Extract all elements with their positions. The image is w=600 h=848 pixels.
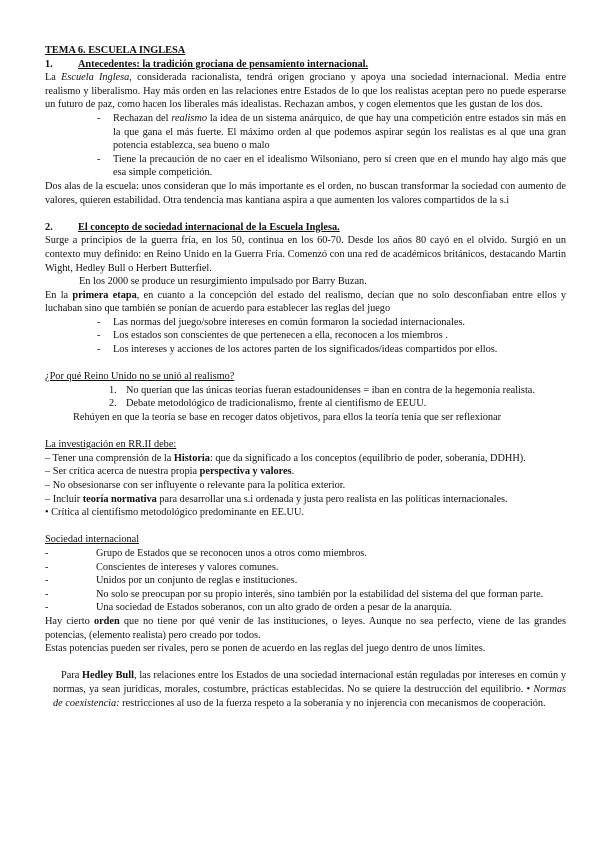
text-run: – Tener una comprensión de la [45, 452, 174, 464]
document-page [45, 44, 566, 710]
text-run: – Ser crítica acerca de nuestra propia [45, 466, 200, 478]
list-item [97, 112, 566, 153]
list-item [45, 465, 566, 479]
text-run-italic: Escuela Inglesa [61, 72, 130, 84]
section-1-dash-list [45, 112, 566, 180]
list-text: Debate metodológico de tradicionalismo, frente al cientifismo de EEUU. [126, 398, 427, 410]
section-1-paragraph-2: Dos alas de la escuela: unos consideran que lo más importante es el orden, no buscan transformar la sociedad con aumento de valores, quieren estabilidad. Otra tendencia mas kantiana aspira a que aumenten los valores compartidos de la s.i [45, 180, 566, 206]
society-paragraph-2: Estas potencias pueden ser rivales, pero se ponen de acuerdo en las reglas del juego dentro de unos límites. [45, 643, 486, 655]
section-2-paragraph-3 [45, 289, 566, 316]
society-paragraph-1 [45, 615, 566, 642]
text-run: , en cuanto a la concepción del estado del realismo, decían que no solo desconfiaban entre ellos y luchaban sino que también se ponían de acuerdo para establecer las reglas del juego [45, 289, 566, 315]
list-item: • Crítica al cientifismo metodológico predominante en EE.UU. [45, 507, 304, 519]
document-title: TEMA 6. ESCUELA INGLESA [45, 45, 186, 56]
section-2-number: 2. [45, 221, 53, 233]
list-item: – No obsesionarse con ser influyente o relevante para la política exterior. [45, 480, 346, 491]
spacer [45, 656, 566, 670]
list-item: - Las normas del juego/sobre intereses en común formaron la sociedad internacionales. [97, 316, 566, 330]
text-run: , las relaciones entre los Estados de una sociedad internacional están reguladas por intereses en común y normas, ya sean jurídicas, morales, costumbre, prácticas establecidas. No se quiere la destrucción del equilibrio. • [53, 670, 566, 695]
text-run: que no tiene por qué venir de las instituciones, o leyes. Aunque no sea perfecto, viene de las grandes potencias, (elemento realista) pero creado por todos. [45, 615, 566, 641]
text-run-bold: perspectiva y valores [199, 466, 292, 478]
text-run: En la [45, 289, 73, 301]
list-number: 1. [109, 384, 117, 396]
text-run: , considerada racionalista, tendrá origen grociano y apoya una sociedad internacional. Media entre realismo y liberalismo. Hay más orden en las relaciones entre Estados de lo que los realistas aceptan pero no puede esperarse un futuro de paz, como hacen los liberales más idealistas. Rechazan ambos, y cogen elementos que les gustan de los dos. [45, 72, 567, 111]
text-run: para desarrollar una s.i ordenada y justa pero realista en las políticas internacionales. [156, 493, 508, 505]
text-run-bold: Hedley Bull [82, 670, 134, 682]
society-heading: Sociedad internacional [45, 534, 140, 546]
section-1-number: 1. [45, 58, 53, 70]
text-run-bold: teoría normativa [82, 493, 157, 505]
text-run: . [291, 466, 295, 478]
list-item [109, 384, 566, 398]
section-1-paragraph-1 [45, 71, 566, 112]
list-number: 2. [109, 398, 117, 410]
spacer [45, 520, 566, 534]
list-item: - Grupo de Estados que se reconocen unos a otros como miembros. [45, 547, 566, 561]
question-paragraph: Rehúyen en que la teoría se base en recoger datos objetivos, para ellos la teoría tenía que ser reflexionar [73, 412, 501, 424]
text-run-bold: primera etapa [72, 289, 137, 301]
text-run: Hay cierto [45, 615, 94, 627]
text-run-italic: Normas de coexistencia: [53, 683, 566, 709]
investigation-list [45, 452, 566, 520]
list-item: - Los intereses y acciones de los actores parten de los significados/ideas compartidos por ellos. [97, 343, 566, 357]
list-item: - Unidos por un conjunto de reglas e instituciones. [45, 574, 566, 588]
society-dash-list [45, 547, 566, 615]
list-item [45, 452, 566, 466]
investigation-heading: La investigación en RR.II debe: [45, 439, 177, 451]
text-run: : que da significado a los conceptos (equilibrio de poder, soberanía, DDHH). [209, 452, 526, 464]
list-text: No querían que las únicas teorías fueran estadounidenses = iban en contra de la hegemonía realista. [126, 384, 535, 396]
section-1-heading [45, 58, 566, 72]
list-item: - Tiene la precaución de no caer en el idealismo Wilsoniano, pero sí creen que en el mundo hay algo más que esa simple competición. [97, 153, 566, 180]
text-run: – Incluir [45, 493, 83, 505]
section-2-title: El concepto de sociedad internacional de la Escuela Inglesa. [78, 221, 340, 233]
text-run-bold: orden [93, 615, 120, 627]
list-item: - Una sociedad de Estados soberanos, con un alto grado de orden a pesar de la anarquía. [45, 601, 566, 615]
section-1-title: Antecedentes: la tradición grociana de pensamiento internacional. [78, 58, 369, 70]
society-paragraph-3 [53, 669, 566, 710]
list-item: - Conscientes de intereses y valores comunes. [45, 561, 566, 575]
text-run: Para [61, 670, 83, 682]
list-item [45, 493, 566, 507]
spacer [45, 207, 566, 221]
section-2-dash-list [45, 316, 566, 357]
section-2-heading [45, 221, 566, 235]
question-heading: ¿Por qué Reino Unido no se unió al realismo? [45, 371, 235, 383]
text-run-bold: Historia [173, 452, 210, 464]
text-run: la idea de un sistema anárquico, de que hay una competición entre estados sin más en la que gana el más fuerte. El máximo orden al que podemos aspirar según los realistas es al que una gran potencia establezca, sea bueno o malo [113, 112, 566, 152]
question-numbered-list [45, 384, 566, 411]
list-item: - No solo se preocupan por su propio interés, sino también por la estabilidad del sistema del que forman parte. [45, 588, 566, 602]
spacer [45, 357, 566, 371]
list-item: - Los estados son conscientes de que pertenecen a ella, reconocen a los miembros . [97, 329, 566, 343]
text-run: La [45, 72, 62, 84]
text-run: Rechazan del [113, 112, 172, 124]
section-2-paragraph-2: En los 2000 se produce un resurgimiento impulsado por Barry Buzan. [79, 276, 367, 288]
text-run-italic: realismo [171, 112, 208, 124]
list-item [109, 397, 566, 411]
section-2-paragraph-1: Surge a principios de la guerra fría, en los 50, continua en los 60-70. Desde los años 80 cayó en el olvido. Surgió en un contexto muy definido: en Reino Unido en la Guerra Fría. Comenzó con una red de académicos británicos, destacando Martin Wight, Hedley Bull o Herbert Butterfiel. [45, 235, 566, 274]
text-run: restricciones al uso de la fuerza respeto a la soberanía y no injerencia con mecanismos de cooperación. [119, 697, 546, 709]
spacer [45, 425, 566, 439]
